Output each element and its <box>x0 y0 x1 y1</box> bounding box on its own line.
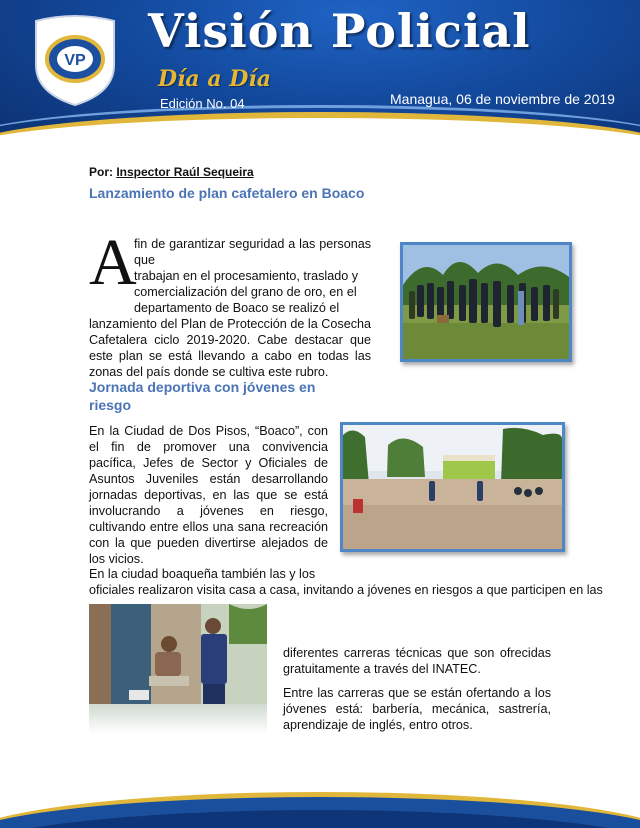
line: comercialización del grano de oro, en el <box>134 285 357 299</box>
paragraph <box>89 566 603 598</box>
photo-sports-field <box>340 422 565 552</box>
photo-reflection <box>89 704 267 734</box>
dateline: Managua, 06 de noviembre de 2019 <box>390 91 615 107</box>
publication-title: Visión Policial <box>148 4 531 58</box>
article-heading-youth-sports: Jornada deportiva con jóvenes en riesgo <box>89 379 316 413</box>
article-heading-coffee-plan: Lanzamiento de plan cafetalero en Boaco <box>89 185 365 201</box>
paragraph-careers: Entre las carreras que se están ofertando a los jóvenes está: barbería, mecánica, sastrería, aprendizaje de inglés, entro otros. <box>283 686 551 732</box>
byline <box>89 165 254 179</box>
photo-house-visit <box>89 604 267 704</box>
line-rest: lanzamiento del Plan de Protección de la Cosecha Cafetalera ciclo 2019-2020. Cabe destacar que este plan se está llevando a cabo en todas las zonas del país donde se cultiva este rubro. <box>89 317 371 379</box>
paragraph: En la Ciudad de Dos Pisos, “Boaco”, con el fin de promover una convivencia pacífica, Jefes de Sector y Oficiales de Asuntos Juveniles están desarrollando jornadas deportivas, en las que se está involucrando a jóvenes en riesgo, cultivando entre ellos una sana recreación con la que pueden divertirse alejados de los vicios. <box>89 424 328 566</box>
svg-text:VP: VP <box>64 52 86 69</box>
masthead <box>0 0 640 150</box>
vp-shield-logo <box>30 13 120 107</box>
drop-cap: A <box>89 226 137 299</box>
photo-police-formation <box>400 242 572 362</box>
edition-number: Edición No. 04 <box>160 96 245 111</box>
publication-subtitle: Día a Día <box>158 66 271 92</box>
line: departamento de Boaco se realizó el <box>134 301 340 315</box>
line: En la ciudad boaqueña también las y los <box>89 567 316 581</box>
paragraph-continuation: diferentes carreras técnicas que son ofrecidas gratuitamente a través del INATEC. <box>283 646 551 676</box>
line: trabajan en el procesamiento, traslado y <box>134 269 359 283</box>
byline-prefix: Por: <box>89 165 113 179</box>
paragraph <box>283 645 551 733</box>
line: oficiales realizaron visita casa a casa, invitando a jóvenes en riesgos a que participen en las <box>89 583 603 597</box>
byline-author: Inspector Raúl Sequeira <box>116 165 254 179</box>
line: fin de garantizar seguridad a las personas que <box>134 237 371 267</box>
footer-band <box>0 776 640 828</box>
article-body-coffee-plan <box>89 226 371 380</box>
